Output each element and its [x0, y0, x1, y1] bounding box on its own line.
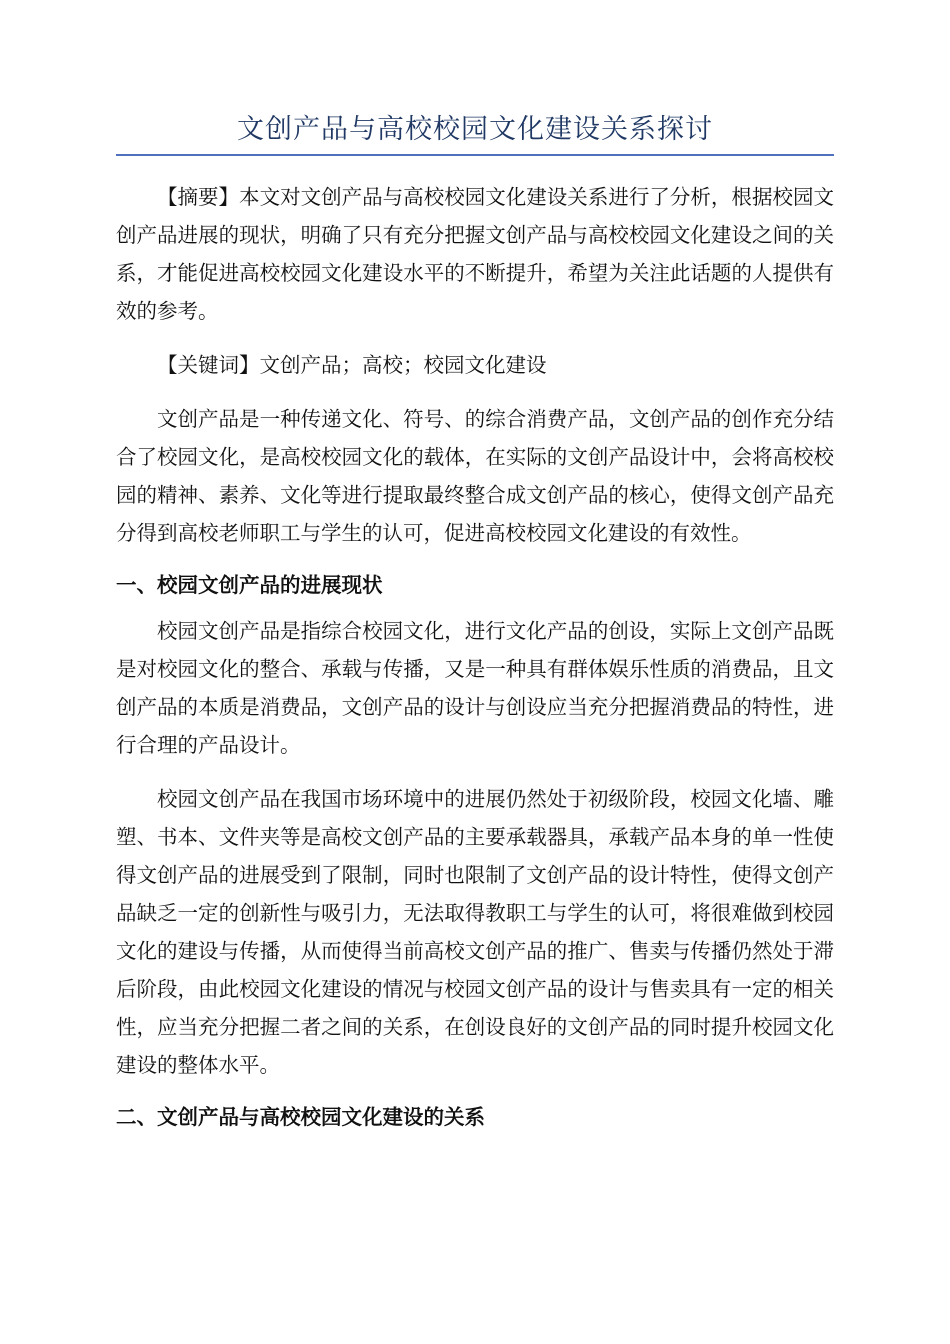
document-page	[116, 110, 834, 1136]
keywords-paragraph: 【关键词】文创产品；高校；校园文化建设	[157, 353, 547, 377]
intro-paragraph: 文创产品是一种传递文化、符号、的综合消费产品，文创产品的创作充分结合了校园文化，是高校校园文化的载体，在实际的文创产品设计中，会将高校校园的精神、素养、文化等进行提取最终整合成文创产品的核心，使得文创产品充分得到高校老师职工与学生的认可，促进高校校园文化建设的有效性。	[116, 407, 834, 545]
abstract-paragraph: 【摘要】本文对文创产品与高校校园文化建设关系进行了分析，根据校园文创产品进展的现状，明确了只有充分把握文创产品与高校校园文化建设之间的关系，才能促进高校校园文化建设水平的不断提升，希望为关注此话题的人提供有效的参考。	[116, 185, 834, 323]
section-1-paragraph-1: 校园文创产品是指综合校园文化，进行文化产品的创设，实际上文创产品既是对校园文化的整合、承载与传播，又是一种具有群体娱乐性质的消费品，且文创产品的本质是消费品，文创产品的设计与创设应当充分把握消费品的特性，进行合理的产品设计。	[116, 619, 834, 757]
section-1-paragraph-2: 校园文创产品在我国市场环境中的进展仍然处于初级阶段，校园文化墙、雕塑、书本、文件夹等是高校文创产品的主要承载器具，承载产品本身的单一性使得文创产品的进展受到了限制，同时也限制了文创产品的设计特性，使得文创产品缺乏一定的创新性与吸引力，无法取得教职工与学生的认可，将很难做到校园文化的建设与传播，从而使得当前高校文创产品的推广、售卖与传播仍然处于滞后阶段，由此校园文化建设的情况与校园文创产品的设计与售卖具有一定的相关性，应当充分把握二者之间的关系，在创设良好的文创产品的同时提升校园文化建设的整体水平。	[116, 787, 834, 1077]
section-2-heading: 二、文创产品与高校校园文化建设的关系	[116, 1105, 485, 1129]
section-1-heading: 一、校园文创产品的进展现状	[116, 573, 383, 597]
document-title: 文创产品与高校校园文化建设关系探讨	[116, 110, 834, 156]
